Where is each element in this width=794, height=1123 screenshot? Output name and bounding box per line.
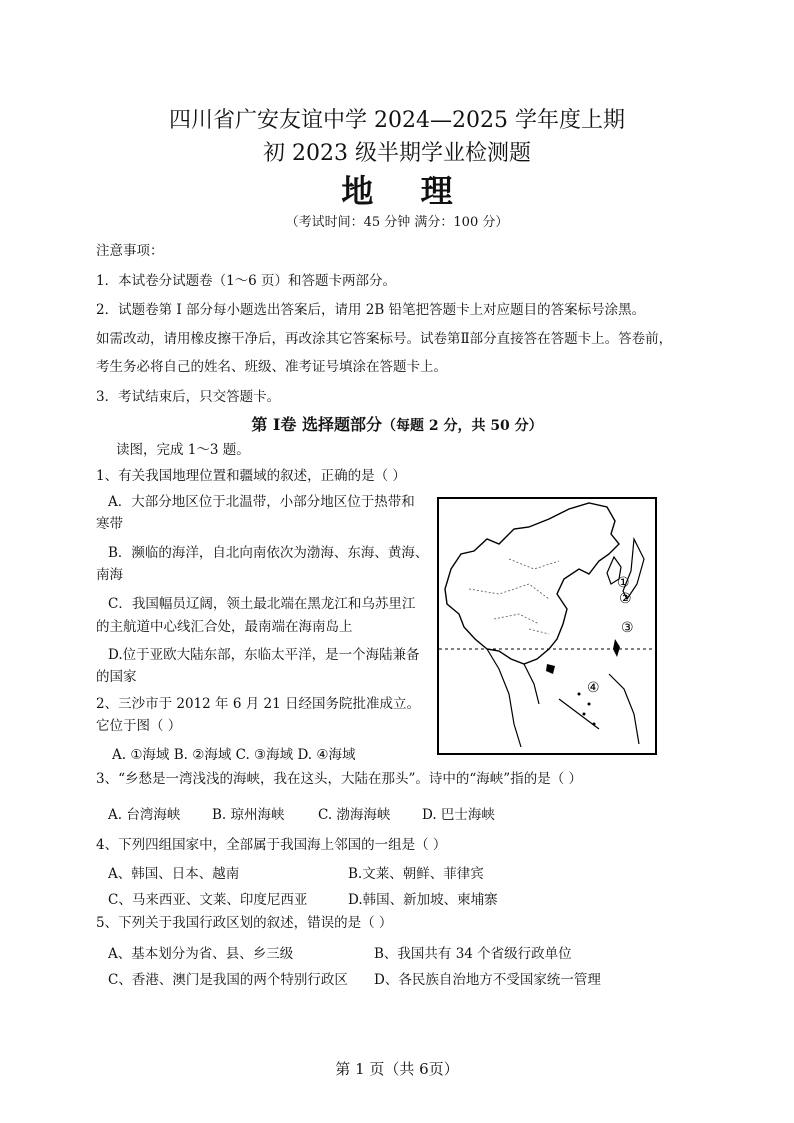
q4-stem: 4、下列四组国家中，全部属于我国海上邻国的一组是（ ） (96, 837, 447, 853)
island-dot (583, 713, 586, 716)
china-map-drawing (439, 499, 655, 753)
q5-option-a: A、基本划分为省、县、乡三级 (108, 946, 294, 962)
notice-item-2: 2．试题卷第 Ⅰ 部分每小题选出答案后，请用 2B 铅笔把答题卡上对应题目的答案标号涂黑。 (96, 302, 646, 318)
q1-option-d-cont: 的国家 (96, 669, 137, 685)
q4-option-d: D.韩国、新加坡、柬埔寨 (348, 892, 498, 908)
q5-option-c: C、香港、澳门是我国的两个特别行政区 (108, 972, 348, 988)
q3-option-d: D. 巴士海峡 (422, 807, 495, 823)
exam-title-line2: 初 2023 级半期学业检测题 (263, 141, 531, 166)
china-outline (445, 503, 619, 664)
exam-info: （考试时间：45 分钟 满分：100 分） (285, 215, 509, 230)
q1-option-c-cont: 的主航道中心线汇合处，最南端在海南岛上 (96, 619, 353, 635)
notice-item-2-cont2: 考生务必将自己的姓名、班级、准考证号填涂在答题卡上。 (96, 359, 447, 375)
q4-option-c: C、马来西亚、文莱、印度尼西亚 (108, 892, 308, 908)
taiwan-island (613, 639, 620, 657)
section-title-text: 第 Ⅰ卷 选择题部分 (251, 415, 382, 434)
page-footer: 第 1 页（共 6页） (335, 1060, 459, 1078)
q3-option-b: B. 琼州海峡 (212, 807, 285, 823)
q4-option-b: B.文莱、朝鲜、菲律宾 (348, 866, 484, 882)
island-dot (593, 723, 596, 726)
q5-option-d: D、各民族自治地方不受国家统一管理 (374, 972, 601, 988)
notice-item-1: 1．本试卷分试题卷（1～6 页）和答题卡两部分。 (96, 273, 397, 289)
q2-stem-cont: 它位于图（ ） (96, 718, 182, 734)
subject-title: 地 理 (341, 172, 471, 210)
notice-item-2-cont: 如需改动，请用橡皮擦干净后，再改涂其它答案标号。试卷第Ⅱ部分直接答在答题卡上。答卷前， (96, 331, 673, 347)
q1-option-c: C．我国幅员辽阔，领土最北端在黑龙江和乌苏里江 (108, 596, 416, 612)
section-score: （每题 2 分，共 50 分） (381, 418, 543, 434)
q5-stem: 5、下列关于我国行政区划的叙述，错误的是（ ） (96, 915, 393, 931)
island-dot (588, 703, 591, 706)
q3-option-c: C. 渤海海峡 (318, 807, 391, 823)
q1-option-d: D.位于亚欧大陆东部，东临太平洋，是一个海陆兼备 (108, 647, 420, 663)
q4-option-a: A、韩国、日本、越南 (108, 866, 240, 882)
province-boundaries (469, 559, 559, 634)
q3-option-a: A. 台湾海峡 (108, 807, 181, 823)
q1-option-a: A．大部分地区位于北温带，小部分地区位于热带和 (108, 494, 415, 510)
notice-heading: 注意事项： (96, 243, 164, 259)
map-label-3: ③ (621, 620, 634, 636)
q3-stem: 3、“乡愁是一湾浅浅的海峡，我在这头，大陆在那头”。诗中的“海峡”指的是（ ） (96, 771, 582, 787)
map-label-4: ④ (587, 680, 600, 696)
notice-item-3: 3．考试结束后，只交答题卡。 (96, 389, 281, 405)
southeast-asia-coast (487, 649, 639, 747)
hainan-island (546, 664, 555, 674)
exam-title-line1: 四川省广安友谊中学 2024—2025 学年度上期 (169, 108, 625, 133)
map-label-2: ② (619, 591, 632, 607)
map-label-1: ① (617, 575, 630, 591)
intro-text: 读图，完成 1～3 题。 (116, 442, 250, 458)
q2-options: A. ①海域 B. ②海域 C. ③海域 D. ④海域 (112, 747, 356, 763)
q5-option-b: B、我国共有 34 个省级行政单位 (374, 946, 572, 962)
island-dot (578, 693, 581, 696)
china-map-figure (437, 497, 657, 755)
q1-option-b-cont: 南海 (96, 567, 123, 583)
q2-stem: 2、三沙市于 2012 年 6 月 21 日经国务院批准成立。 (96, 696, 420, 712)
q1-stem: 1、有关我国地理位置和疆域的叙述，正确的是（ ） (96, 468, 406, 484)
q1-option-a-cont: 寒带 (96, 516, 123, 532)
q1-option-b: B．濒临的海洋，自北向南依次为渤海、东海、黄海、 (108, 545, 429, 561)
section-title (0, 412, 794, 435)
